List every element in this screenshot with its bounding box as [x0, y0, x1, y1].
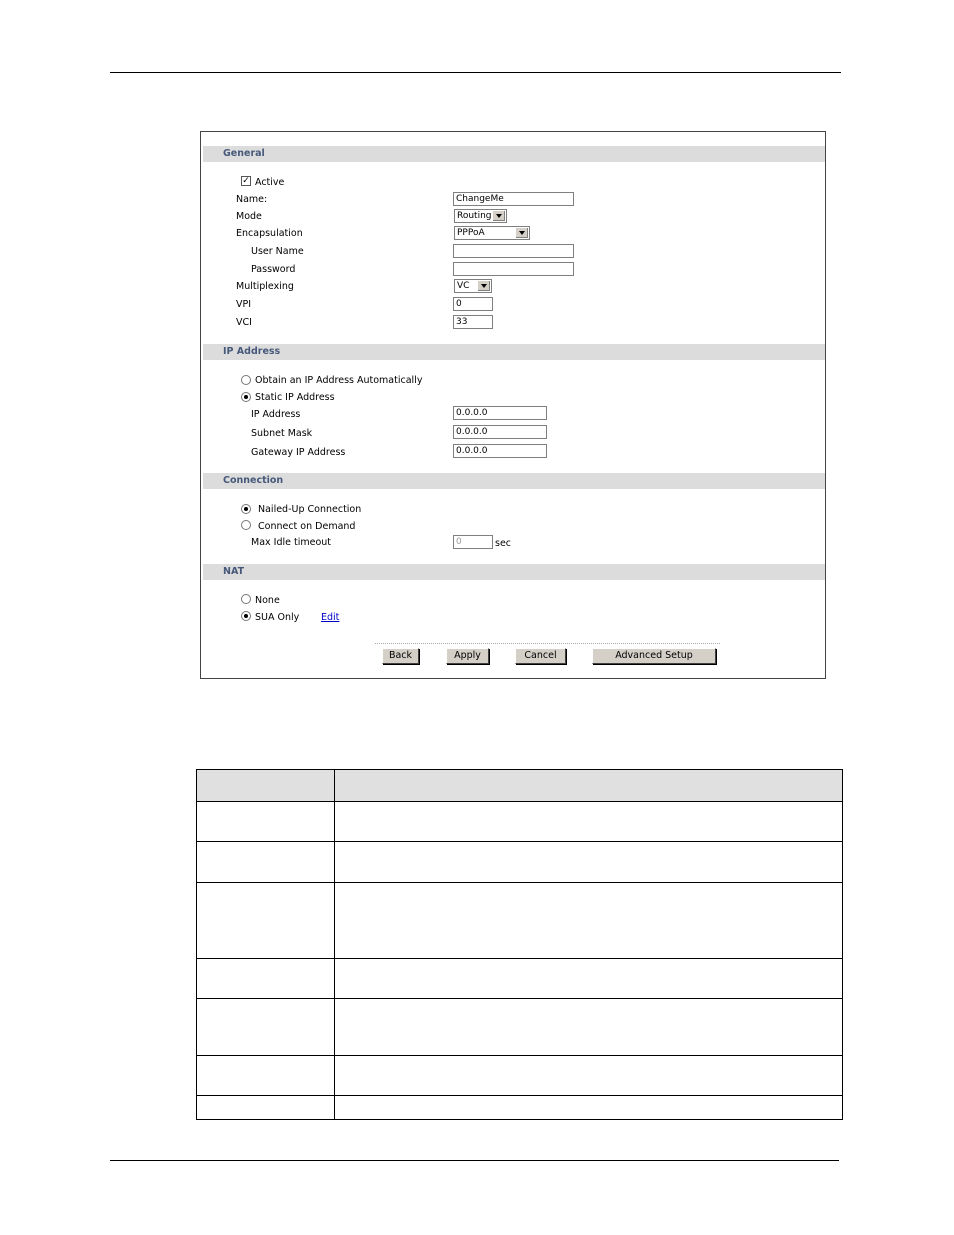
gateway-ip-input[interactable]: 0.0.0.0 — [453, 444, 547, 458]
chevron-down-icon — [492, 211, 505, 221]
header-rule — [110, 72, 841, 73]
password-label: Password — [251, 264, 296, 275]
obtain-ip-auto-radio[interactable] — [241, 375, 251, 385]
subnet-mask-input[interactable]: 0.0.0.0 — [453, 425, 547, 439]
table-row — [197, 959, 843, 999]
table-header-description — [335, 770, 843, 802]
ip-address-label: IP Address — [251, 409, 301, 420]
advanced-setup-button[interactable]: Advanced Setup — [592, 648, 716, 664]
table-cell-label — [197, 883, 335, 959]
multiplexing-select-value: VC — [457, 281, 470, 291]
table-row — [197, 802, 843, 842]
multiplexing-label: Multiplexing — [236, 281, 294, 292]
nat-sua-only-label: SUA Only — [255, 612, 300, 623]
table-cell-description — [335, 959, 843, 999]
active-label: Active — [255, 177, 285, 188]
table-cell-label — [197, 959, 335, 999]
user-name-label: User Name — [251, 246, 304, 257]
vpi-label: VPI — [236, 299, 252, 310]
static-ip-label: Static IP Address — [255, 392, 335, 403]
chevron-down-icon — [515, 228, 528, 238]
table-header-row — [197, 770, 843, 802]
section-header-nat: NAT — [203, 564, 825, 580]
connect-on-demand-label: Connect on Demand — [258, 521, 356, 532]
user-name-input[interactable] — [453, 244, 574, 258]
table-header-label — [197, 770, 335, 802]
table-row — [197, 1056, 843, 1096]
section-header-ip-address: IP Address — [203, 344, 825, 360]
table-cell-description — [335, 842, 843, 883]
vci-label: VCI — [236, 317, 252, 328]
nat-edit-link[interactable]: Edit — [321, 612, 340, 623]
nat-none-radio[interactable] — [241, 594, 251, 604]
nat-none-label: None — [255, 595, 280, 606]
chevron-down-icon — [477, 281, 490, 291]
nat-sua-only-radio[interactable] — [241, 611, 251, 621]
mode-label: Mode — [236, 211, 262, 222]
field-description-table — [196, 769, 843, 1120]
nailed-up-radio[interactable] — [241, 504, 251, 514]
obtain-ip-auto-label: Obtain an IP Address Automatically — [255, 375, 423, 386]
wan-setup-panel — [200, 131, 826, 679]
password-input[interactable] — [453, 262, 574, 276]
vci-input[interactable]: 33 — [453, 315, 493, 329]
table-cell-label — [197, 1096, 335, 1120]
buttons-divider — [375, 643, 720, 644]
multiplexing-select[interactable] — [454, 279, 492, 293]
section-header-general: General — [203, 146, 825, 162]
footer-rule — [110, 1160, 839, 1161]
table-cell-description — [335, 1056, 843, 1096]
table-row — [197, 999, 843, 1056]
max-idle-timeout-label: Max Idle timeout — [251, 537, 332, 548]
cancel-button[interactable]: Cancel — [515, 648, 566, 664]
name-label: Name: — [236, 194, 268, 205]
name-input[interactable]: ChangeMe — [453, 192, 574, 206]
vpi-input[interactable]: 0 — [453, 297, 493, 311]
connect-on-demand-radio[interactable] — [241, 520, 251, 530]
encapsulation-label: Encapsulation — [236, 228, 303, 239]
active-checkbox[interactable]: ✓ — [242, 176, 250, 186]
encapsulation-select-value: PPPoA — [457, 228, 485, 238]
mode-select[interactable] — [454, 209, 507, 223]
mode-select-value: Routing — [457, 211, 492, 221]
table-cell-label — [197, 802, 335, 842]
table-cell-label — [197, 999, 335, 1056]
table-cell-label — [197, 842, 335, 883]
static-ip-radio[interactable] — [241, 392, 251, 402]
back-button[interactable]: Back — [382, 648, 419, 664]
apply-button[interactable]: Apply — [446, 648, 489, 664]
table-cell-description — [335, 883, 843, 959]
table-cell-label — [197, 1056, 335, 1096]
table-row — [197, 842, 843, 883]
table-cell-description — [335, 999, 843, 1056]
table-cell-description — [335, 802, 843, 842]
max-idle-timeout-input[interactable]: 0 — [453, 535, 493, 549]
section-header-connection: Connection — [203, 473, 825, 489]
table-row — [197, 1096, 843, 1120]
subnet-mask-label: Subnet Mask — [251, 428, 313, 439]
encapsulation-select[interactable] — [454, 226, 530, 240]
table-row — [197, 883, 843, 959]
max-idle-unit: sec — [495, 538, 512, 549]
gateway-ip-label: Gateway IP Address — [251, 447, 346, 458]
table-cell-description — [335, 1096, 843, 1120]
ip-address-input[interactable]: 0.0.0.0 — [453, 406, 547, 420]
nailed-up-label: Nailed-Up Connection — [258, 504, 362, 515]
